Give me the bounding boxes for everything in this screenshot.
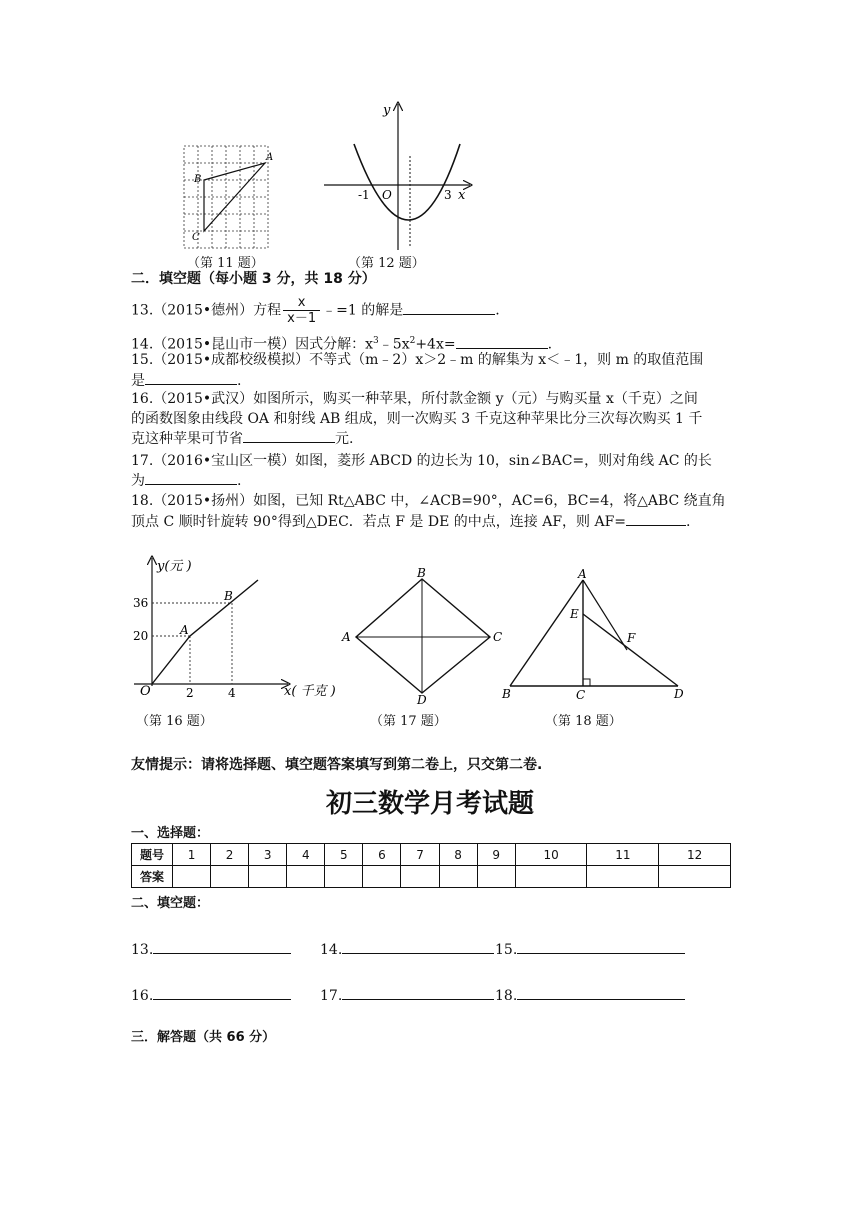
q17-end: .	[237, 473, 242, 489]
q14-sup1: 3	[373, 336, 379, 346]
fig16-label-x: x( 千克 )	[284, 684, 336, 699]
fig18-label-f: F	[627, 631, 636, 645]
answer-cell[interactable]	[477, 866, 515, 888]
q17-blank[interactable]	[145, 470, 237, 485]
q17-line2-text: 为	[131, 473, 145, 489]
figure-18-rotated-triangle	[496, 566, 696, 702]
q13-denominator: x－1	[287, 311, 317, 326]
q-number-2: 2	[211, 844, 249, 866]
q-number-4: 4	[287, 844, 325, 866]
q14-prefix: 14.（2015•昆山市一模）因式分解：x	[131, 336, 374, 353]
fig16-label-o: O	[140, 684, 151, 699]
q18-blank[interactable]	[626, 511, 686, 526]
fill-13-blank[interactable]	[153, 938, 291, 954]
q-number-6: 6	[363, 844, 401, 866]
fill-18	[495, 984, 685, 1004]
fig11-label-a: A	[266, 152, 274, 163]
header-question-number: 题号	[132, 844, 173, 866]
fig18-label-a: A	[578, 567, 587, 581]
fill-15	[495, 938, 685, 958]
answer-cell[interactable]	[659, 866, 731, 888]
table-row-numbers	[132, 844, 731, 866]
question-16-line1: 16.（2015•武汉）如图所示，购买一种苹果，所付款金额 y（元）与购买量 x（千克）之间	[131, 391, 698, 407]
fill-16-label: 16.	[131, 988, 154, 1004]
answer-sheet-title: 初三数学月考试题	[325, 789, 534, 819]
answer-cell[interactable]	[401, 866, 439, 888]
fill-15-label: 15.	[495, 942, 518, 958]
q-number-5: 5	[325, 844, 363, 866]
fill-17-blank[interactable]	[342, 984, 494, 1000]
q18-line2-text: 顶点 C 顺时针旋转 90°得到△DEC．若点 F 是 DE 的中点，连接 AF，则 AF=	[131, 514, 627, 530]
fig17-caption: （第 17 题）	[370, 714, 447, 729]
q-number-11: 11	[587, 844, 659, 866]
question-18-line2	[131, 511, 691, 532]
fill-14-label: 14.	[320, 942, 343, 958]
question-13	[131, 295, 500, 326]
q-number-1: 1	[173, 844, 211, 866]
fig17-label-a: A	[342, 630, 351, 644]
fig16-label-y: y(元 )	[157, 559, 192, 574]
table-row-answers	[132, 866, 731, 888]
fill-16-blank[interactable]	[153, 984, 291, 1000]
q13-suffix: ﹣=1 的解是	[322, 302, 404, 319]
fill-17-label: 17.	[320, 988, 343, 1004]
figure-12-parabola	[320, 96, 480, 252]
answer-cell[interactable]	[325, 866, 363, 888]
fig12-label-3: 3	[444, 188, 452, 202]
q13-fraction	[283, 295, 320, 326]
answer-cell[interactable]	[249, 866, 287, 888]
q-number-10: 10	[515, 844, 587, 866]
answer-cell[interactable]	[173, 866, 211, 888]
fig16-label-20: 20	[133, 629, 149, 643]
header-answer: 答案	[132, 866, 173, 888]
q14-mid: ﹣5x	[378, 336, 410, 353]
fig11-label-b: B	[194, 174, 202, 185]
question-17-line2	[131, 470, 241, 491]
q13-end: .	[495, 302, 500, 319]
fig17-label-d: D	[417, 693, 427, 705]
figure-11-grid-triangle	[178, 142, 282, 258]
section-2-title: 二．填空题（每小题 3 分，共 18 分）	[131, 271, 376, 287]
answer-cell[interactable]	[287, 866, 325, 888]
q-number-12: 12	[659, 844, 731, 866]
answer-cell[interactable]	[439, 866, 477, 888]
fig17-label-c: C	[493, 630, 503, 644]
fig11-label-c: C	[192, 232, 200, 243]
fig12-caption: （第 12 题）	[348, 256, 425, 271]
q-number-9: 9	[477, 844, 515, 866]
figure-16-price-graph	[128, 552, 358, 702]
fill-18-label: 18.	[495, 988, 518, 1004]
q-number-8: 8	[439, 844, 477, 866]
q14-blank[interactable]	[456, 334, 548, 349]
sheet-section-2: 二、填空题：	[131, 896, 210, 911]
fig16-caption: （第 16 题）	[136, 714, 213, 729]
q15-end: .	[237, 373, 242, 389]
question-17-line1: 17.（2016•宝山区一模）如图，菱形 ABCD 的边长为 10，sin∠BAC=，则对角线 AC 的长	[131, 453, 712, 469]
fill-13	[131, 938, 291, 958]
fill-18-blank[interactable]	[517, 984, 685, 1000]
question-16-line3	[131, 428, 353, 449]
fill-14-blank[interactable]	[342, 938, 494, 954]
fig18-label-e: E	[570, 607, 579, 621]
fig18-label-b: B	[502, 687, 511, 701]
fill-14	[320, 938, 494, 958]
q14-end: .	[547, 336, 553, 353]
fig16-tick-4: 4	[228, 686, 236, 700]
q16-end: 元.	[335, 431, 354, 447]
fig12-label-o: O	[382, 188, 392, 202]
q-number-7: 7	[401, 844, 439, 866]
fig16-label-a: A	[180, 623, 189, 637]
fill-17	[320, 984, 494, 1004]
q13-numerator: x	[283, 295, 320, 311]
figure-17-rhombus	[338, 565, 508, 705]
friendly-tip: 友情提示：请将选择题、填空题答案填写到第二卷上，只交第二卷.	[131, 757, 543, 773]
q16-line3-text: 克这种苹果可节省	[131, 431, 243, 447]
fig18-label-c: C	[576, 688, 586, 702]
answer-cell[interactable]	[515, 866, 587, 888]
answer-cell[interactable]	[363, 866, 401, 888]
q16-blank[interactable]	[243, 428, 335, 443]
fig16-label-b: B	[224, 589, 233, 603]
fig16-tick-2: 2	[186, 686, 194, 700]
q14-sup2: 2	[409, 336, 416, 346]
answer-table	[131, 843, 731, 888]
sheet-section-3: 三．解答题（共 66 分）	[131, 1030, 276, 1045]
fig18-caption: （第 18 题）	[545, 714, 622, 729]
question-18-line1: 18.（2015•扬州）如图，已知 Rt△ABC 中，∠ACB=90°，AC=6，BC=4，将△ABC 绕直角	[131, 493, 726, 509]
fig18-label-d: D	[674, 687, 684, 701]
q-number-3: 3	[249, 844, 287, 866]
fig12-label-neg1: -1	[358, 188, 370, 202]
fig17-label-b: B	[417, 566, 426, 580]
fig12-label-x: x	[458, 188, 466, 203]
q15-blank[interactable]	[145, 370, 237, 385]
q14-suffix: +4x=	[415, 336, 456, 353]
q13-blank[interactable]	[403, 300, 495, 315]
fill-13-label: 13.	[131, 942, 154, 958]
question-15-line1: 15.（2015•成都校级模拟）不等式（m﹣2）x＞2﹣m 的解集为 x＜﹣1，则 m 的取值范围	[131, 352, 704, 368]
answer-cell[interactable]	[211, 866, 249, 888]
q18-end: .	[686, 514, 691, 530]
sheet-section-1: 一、选择题：	[131, 826, 210, 841]
question-15-line2	[131, 370, 241, 391]
question-16-line2: 的函数图象由线段 OA 和射线 AB 组成，则一次购买 3 千克这种苹果比分三次每次购买 1 千	[131, 411, 703, 427]
fill-16	[131, 984, 291, 1004]
fig11-caption: （第 11 题）	[187, 256, 264, 271]
fig12-label-y: y	[383, 103, 391, 118]
fig16-label-36: 36	[133, 596, 149, 610]
q15-line2-text: 是	[131, 373, 145, 389]
fill-15-blank[interactable]	[517, 938, 685, 954]
answer-cell[interactable]	[587, 866, 659, 888]
q13-prefix: 13.（2015•德州）方程	[131, 302, 282, 319]
